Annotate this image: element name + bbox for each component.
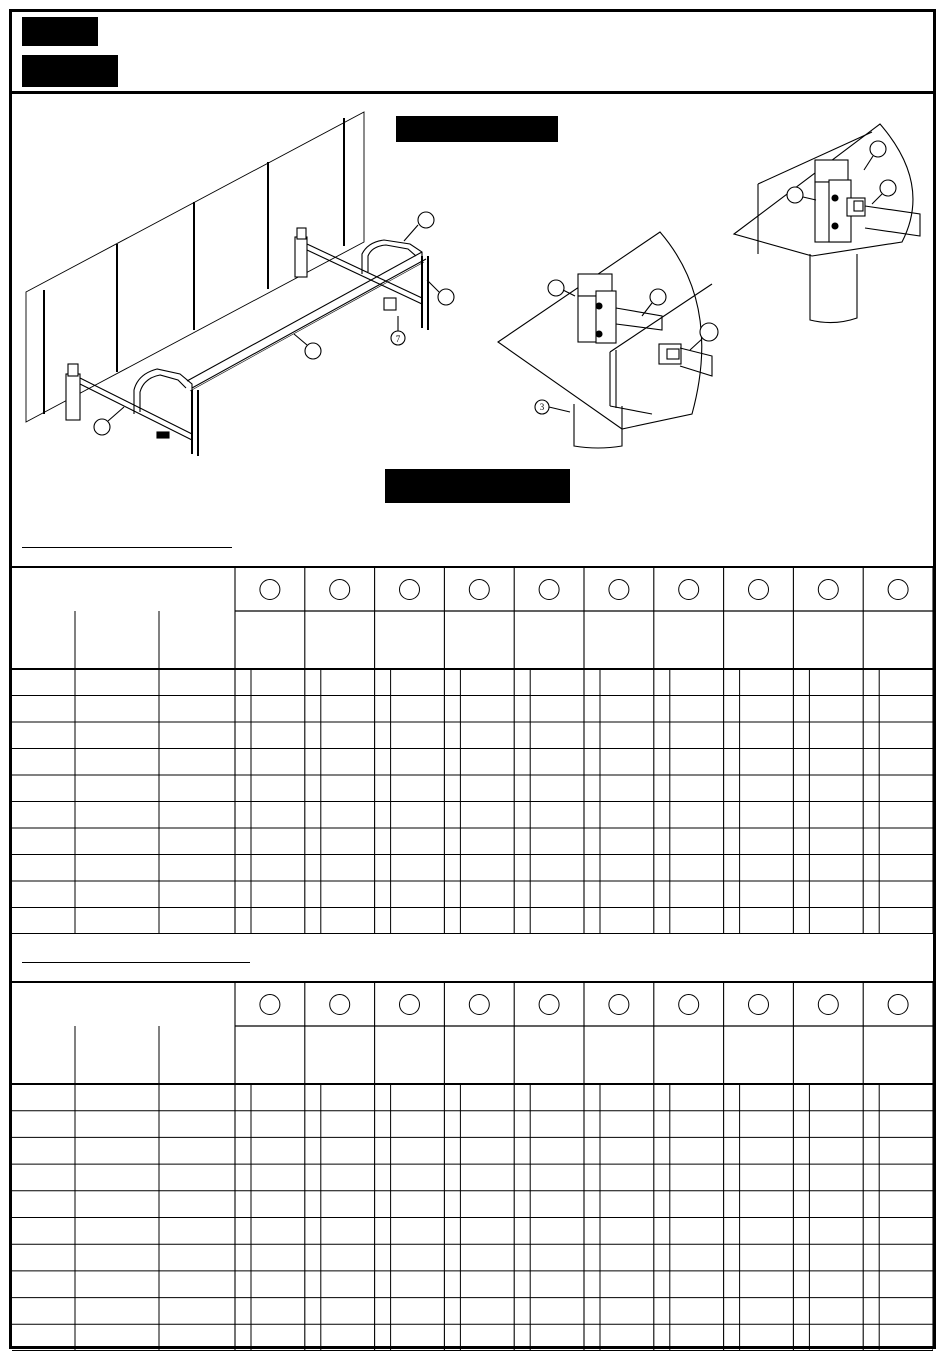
column-marker-circle (539, 995, 559, 1015)
header-band (12, 12, 933, 94)
column-marker-circle (888, 580, 908, 600)
column-marker-circle (609, 995, 629, 1015)
illustration-banner-bottom (385, 469, 570, 503)
bracket-fitting-number: 7 (395, 334, 401, 344)
title-block-2 (22, 55, 118, 87)
column-marker-circle (749, 580, 769, 600)
support-post-number: 3 (539, 402, 545, 412)
column-marker-circle (469, 995, 489, 1015)
post-bracket-detail (498, 232, 718, 448)
section-rule-2 (22, 962, 250, 963)
column-marker-circle (400, 995, 420, 1015)
spec-table-2 (12, 981, 933, 1351)
column-marker-circle (818, 995, 838, 1015)
column-marker-circle (888, 995, 908, 1015)
assembly-illustration (12, 94, 933, 554)
column-marker-circle (609, 580, 629, 600)
column-marker-circle (539, 580, 559, 600)
column-marker-circle (679, 580, 699, 600)
column-marker-circle (400, 580, 420, 600)
title-block-1 (22, 17, 98, 46)
illustration-area (12, 94, 933, 554)
column-marker-circle (749, 995, 769, 1015)
column-marker-circle (330, 580, 350, 600)
main-frame-drawing (26, 112, 454, 456)
column-marker-circle (330, 995, 350, 1015)
column-marker-circle (260, 580, 280, 600)
spec-table-1 (12, 566, 933, 934)
column-marker-circle (469, 580, 489, 600)
column-marker-circle (260, 995, 280, 1015)
illustration-banner-top (396, 116, 558, 142)
column-marker-circle (818, 580, 838, 600)
page-frame (9, 9, 936, 1349)
bracket-closeup-detail (734, 124, 920, 323)
section-rule-1 (22, 547, 232, 548)
column-marker-circle (679, 995, 699, 1015)
